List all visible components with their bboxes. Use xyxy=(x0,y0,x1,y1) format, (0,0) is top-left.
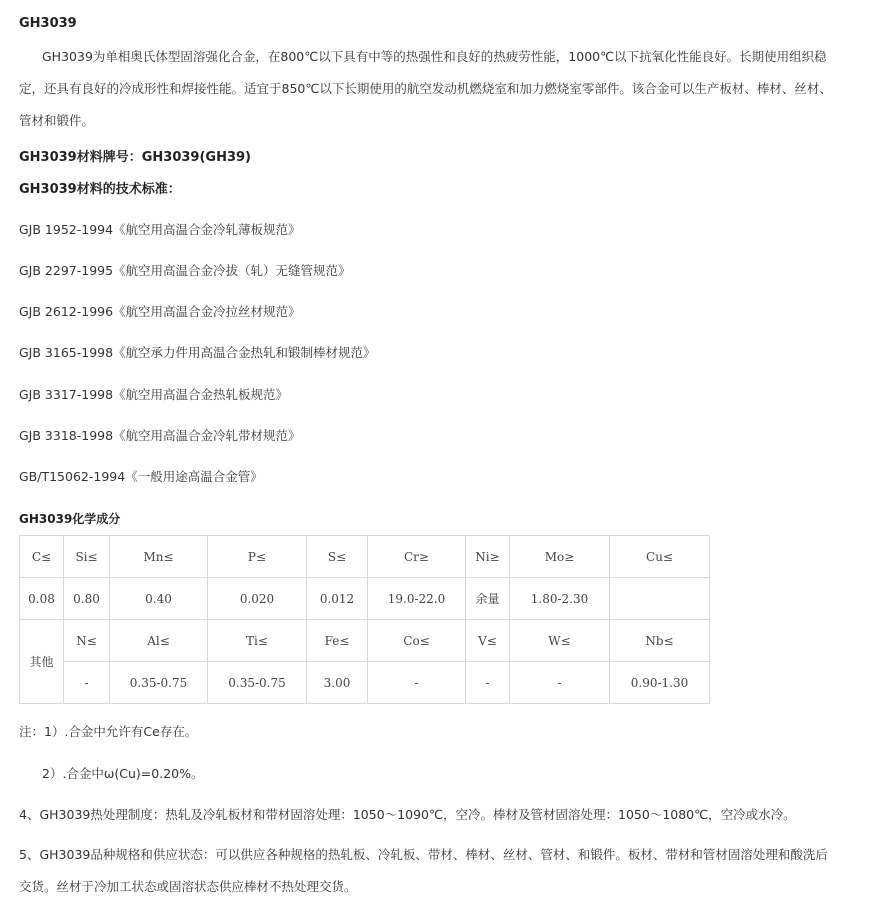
table-header-cell: Co≤ xyxy=(368,620,466,662)
table-cell: 0.40 xyxy=(110,578,208,620)
standard-item: GJB 1952-1994《航空用高温合金冷轧薄板规范》 xyxy=(19,222,301,237)
table-header-cell: C≤ xyxy=(20,536,64,578)
table-row xyxy=(20,536,710,578)
table-header-cell: Mn≤ xyxy=(110,536,208,578)
intro-line-2: 定，还具有良好的冷成形性和焊接性能。适宜于850℃以下长期使用的航空发动机燃烧室和加力燃烧室零部件。该合金可以生产板材、棒材、丝材、 xyxy=(19,81,832,96)
standards-heading: GH3039材料的技术标准： xyxy=(19,182,181,197)
table-cell: 1.80-2.30 xyxy=(510,578,610,620)
table-header-cell: Nb≤ xyxy=(610,620,710,662)
standard-item: GB/T15062-1994《一般用途高温合金管》 xyxy=(19,469,263,484)
table-cell: 0.35-0.75 xyxy=(208,662,307,704)
intro-line-3: 管材和锻件。 xyxy=(19,113,95,128)
note-1: 注：1）.合金中允许有Ce存在。 xyxy=(19,724,198,739)
table-cell: - xyxy=(466,662,510,704)
table-header-cell: W≤ xyxy=(510,620,610,662)
table-row xyxy=(20,662,710,704)
standard-item: GJB 3165-1998《航空承力件用高温合金热轧和锻制棒材规范》 xyxy=(19,345,376,360)
table-header-cell: Cu≤ xyxy=(610,536,710,578)
standard-item: GJB 2612-1996《航空用高温合金冷拉丝材规范》 xyxy=(19,304,301,319)
table-row xyxy=(20,620,710,662)
table-header-cell: Mo≥ xyxy=(510,536,610,578)
composition-table xyxy=(19,535,710,704)
table-row xyxy=(20,578,710,620)
table-cell: 0.08 xyxy=(20,578,64,620)
table-cell: - xyxy=(64,662,110,704)
table-cell xyxy=(610,578,710,620)
table-header-cell: Al≤ xyxy=(110,620,208,662)
table-header-cell: P≤ xyxy=(208,536,307,578)
standard-item: GJB 3318-1998《航空用高温合金冷轧带材规范》 xyxy=(19,428,301,443)
intro-line-1: GH3039为单相奥氏体型固溶强化合金，在800℃以下具有中等的热强性和良好的热疲劳性能，1000℃以下抗氧化性能良好。长期使用组织稳 xyxy=(42,49,827,64)
table-header-cell: N≤ xyxy=(64,620,110,662)
standard-item: GJB 2297-1995《航空用高温合金冷拔（轧）无缝管规范》 xyxy=(19,263,351,278)
table-cell: - xyxy=(368,662,466,704)
table-cell: 3.00 xyxy=(307,662,368,704)
table-header-cell: V≤ xyxy=(466,620,510,662)
other-label-cell: 其他 xyxy=(20,620,64,704)
article-title: GH3039 xyxy=(19,16,77,31)
composition-heading: GH3039化学成分 xyxy=(19,512,121,526)
table-cell: 0.35-0.75 xyxy=(110,662,208,704)
table-header-cell: Ni≥ xyxy=(466,536,510,578)
table-cell: 19.0-22.0 xyxy=(368,578,466,620)
table-cell: 余量 xyxy=(466,578,510,620)
supply-line-2: 交货。丝材于冷加工状态或固溶状态供应棒材不热处理交货。 xyxy=(19,879,357,894)
table-cell: 0.80 xyxy=(64,578,110,620)
table-cell: 0.90-1.30 xyxy=(610,662,710,704)
table-cell: 0.020 xyxy=(208,578,307,620)
table-cell: - xyxy=(510,662,610,704)
heat-treatment-text: 4、GH3039热处理制度：热轧及冷轧板材和带材固溶处理：1050～1090℃，空冷。棒材及管材固溶处理：1050～1080℃，空冷或水冷。 xyxy=(19,807,796,822)
note-2: 2）.合金中ω(Cu)=0.20%。 xyxy=(42,766,204,781)
table-header-cell: S≤ xyxy=(307,536,368,578)
table-header-cell: Si≤ xyxy=(64,536,110,578)
table-header-cell: Fe≤ xyxy=(307,620,368,662)
table-header-cell: Ti≤ xyxy=(208,620,307,662)
table-header-cell: Cr≥ xyxy=(368,536,466,578)
supply-line-1: 5、GH3039品种规格和供应状态：可以供应各种规格的热轧板、冷轧板、带材、棒材、丝材、管材、和锻件。板材、带材和管材固溶处理和酸洗后 xyxy=(19,847,828,862)
grade-heading: GH3039材料牌号：GH3039(GH39) xyxy=(19,150,251,165)
standard-item: GJB 3317-1998《航空用高温合金热轧板规范》 xyxy=(19,387,289,402)
table-cell: 0.012 xyxy=(307,578,368,620)
